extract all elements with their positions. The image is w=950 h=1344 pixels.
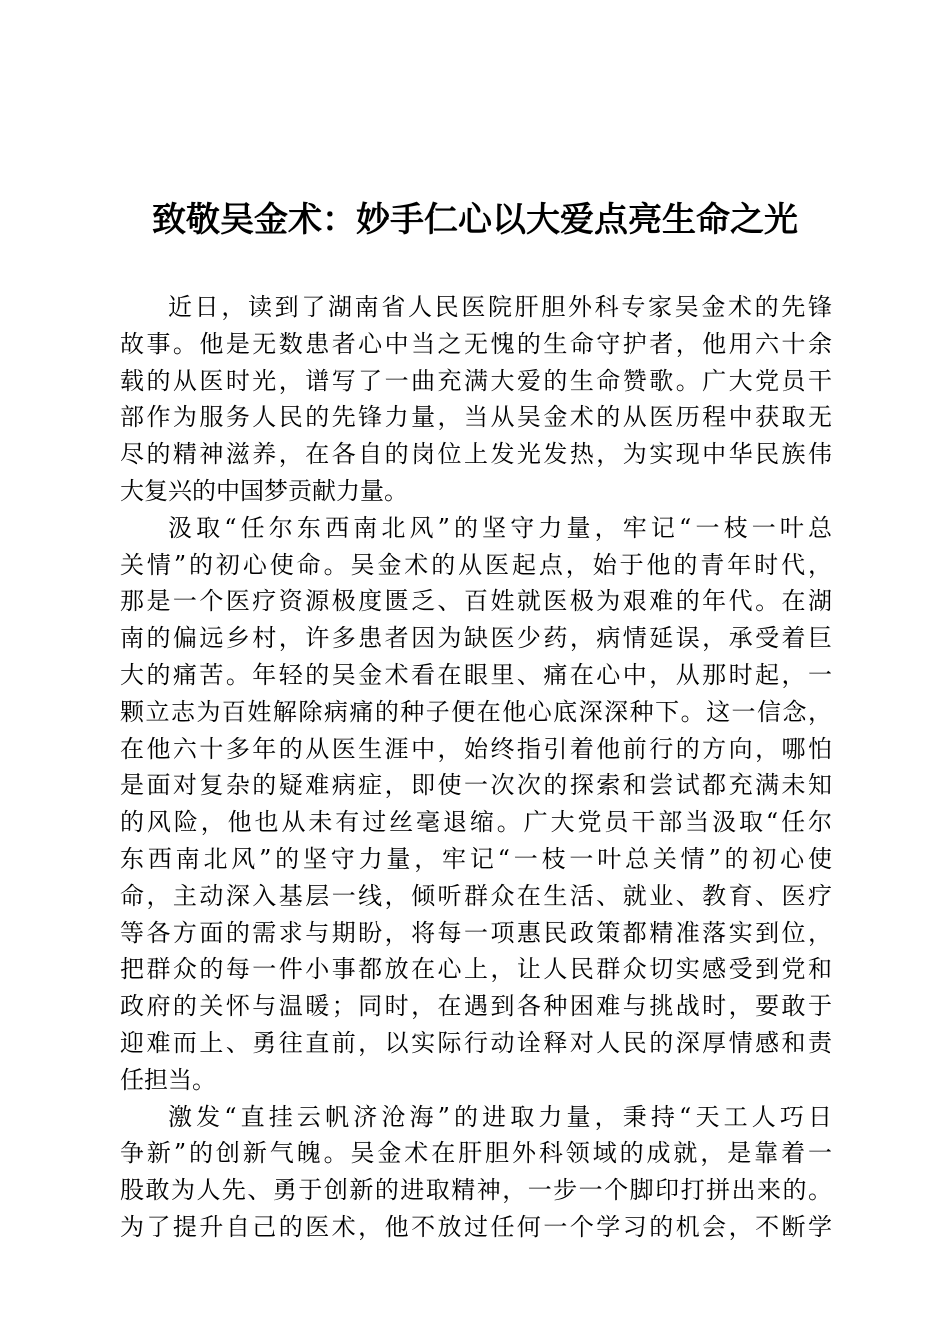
paragraph-line: 东西南北风”的坚守力量，牢记“一枝一叶总关情”的初心使 (120, 844, 832, 873)
paragraph-line: 尽的精神滋养，在各自的岗位上发光发热，为实现中华民族伟 (120, 440, 832, 469)
paragraph-line: 关情”的初心使命。吴金术的从医起点，始于他的青年时代， (120, 550, 832, 579)
paragraph-line: 的风险，他也从未有过丝毫退缩。广大党员干部当汲取“任尔 (120, 808, 832, 837)
paragraph-line: 部作为服务人民的先锋力量，当从吴金术的从医历程中获取无 (120, 403, 832, 432)
paragraph-line: 迎难而上、勇往直前，以实际行动诠释对人民的深厚情感和责 (120, 1028, 832, 1057)
document-title: 致敬吴金术：妙手仁心以大爱点亮生命之光 (152, 200, 798, 240)
paragraph-line: 大的痛苦。年轻的吴金术看在眼里、痛在心中，从那时起，一 (120, 660, 832, 689)
paragraph-line: 任担当。 (120, 1065, 216, 1094)
paragraph-line: 命，主动深入基层一线，倾听群众在生活、就业、教育、医疗 (120, 881, 832, 910)
paragraph-line: 为了提升自己的医术，他不放过任何一个学习的机会，不断学 (120, 1212, 832, 1241)
paragraph-line: 是面对复杂的疑难病症，即使一次次的探索和尝试都充满未知 (120, 771, 832, 800)
paragraph-line: 激发“直挂云帆济沧海”的进取力量，秉持“天工人巧日 (168, 1102, 832, 1131)
paragraph-line: 颗立志为百姓解除病痛的种子便在他心底深深种下。这一信念， (120, 697, 832, 726)
paragraph-line: 股敢为人先、勇于创新的进取精神，一步一个脚印打拼出来的。 (120, 1176, 832, 1205)
paragraph-line: 在他六十多年的从医生涯中，始终指引着他前行的方向，哪怕 (120, 734, 832, 763)
paragraph-line: 等各方面的需求与期盼，将每一项惠民政策都精准落实到位， (120, 918, 832, 947)
paragraph-line: 近日，读到了湖南省人民医院肝胆外科专家吴金术的先锋 (168, 293, 832, 321)
paragraph-line: 争新”的创新气魄。吴金术在肝胆外科领域的成就，是靠着一 (120, 1139, 832, 1168)
paragraph-line: 政府的关怀与温暖；同时，在遇到各种困难与挑战时，要敢于 (120, 992, 832, 1021)
paragraph-line: 南的偏远乡村，许多患者因为缺医少药，病情延误，承受着巨 (120, 624, 832, 653)
paragraph-3 (120, 1099, 832, 1246)
paragraph-line: 大复兴的中国梦贡献力量。 (120, 476, 408, 505)
paragraph-line: 载的从医时光，谱写了一曲充满大爱的生命赞歌。广大党员干 (120, 366, 832, 395)
paragraph-line: 那是一个医疗资源极度匮乏、百姓就医极为艰难的年代。在湖 (120, 587, 832, 616)
paragraph-line: 把群众的每一件小事都放在心上，让人民群众切实感受到党和 (120, 955, 832, 984)
document-body (120, 289, 832, 1246)
paragraph-1 (120, 289, 832, 510)
paragraph-line: 汲取“任尔东西南北风”的坚守力量，牢记“一枝一叶总 (168, 513, 832, 542)
paragraph-line: 故事。他是无数患者心中当之无愧的生命守护者，他用六十余 (120, 329, 832, 358)
paragraph-2 (120, 510, 832, 1099)
